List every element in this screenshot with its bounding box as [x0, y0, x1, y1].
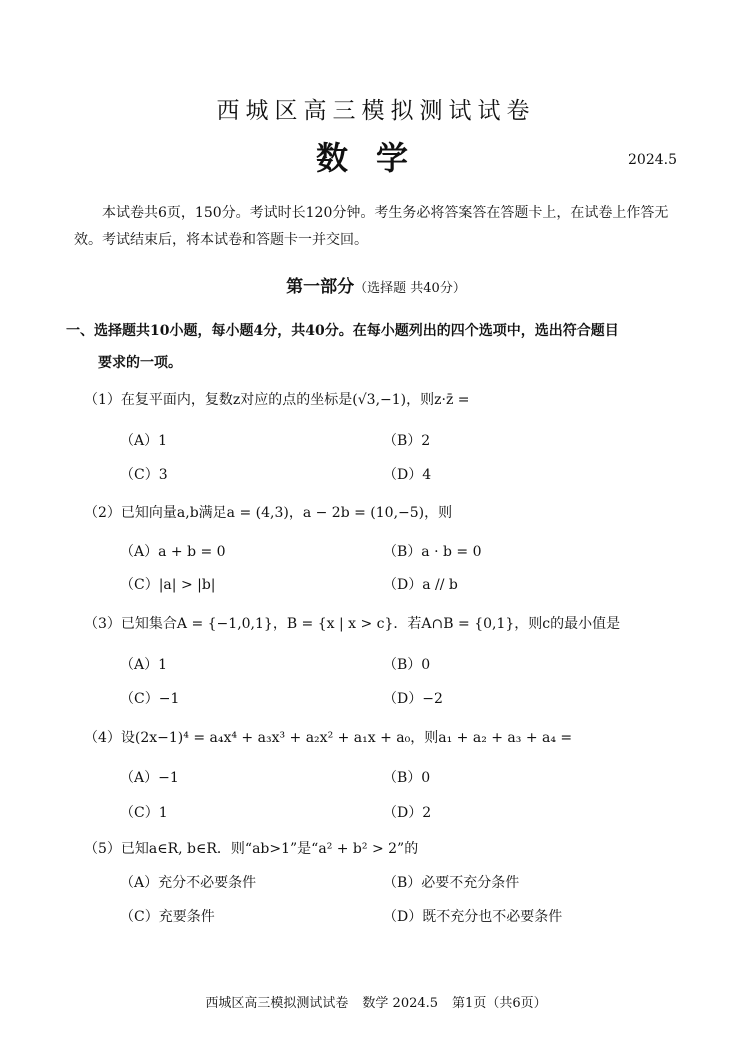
question-3-option-b: （B）0	[383, 657, 431, 673]
question-5-option-d: （D）既不充分也不必要条件	[383, 909, 563, 925]
question-4-option-b: （B）0	[383, 770, 431, 786]
question-4-stem: （4）设(2x−1)⁴ = a₄x⁴ + a₃x³ + a₂x² + a₁x + a₀，则a₁ + a₂ + a₃ + a₄ =	[84, 730, 573, 746]
footer-subject-date: 数学 2024.5	[362, 996, 439, 1011]
question-2-stem: （2）已知向量a,b满足a = (4,3)，a − 2b = (10,−5)，则	[84, 505, 453, 521]
page-footer	[0, 992, 752, 1011]
section-heading-line2: 要求的一项。	[98, 355, 182, 371]
question-5-option-c: （C）充要条件	[120, 909, 215, 925]
question-3-stem: （3）已知集合A = {−1,0,1}，B = {x | x > c}．若A∩B = {0,1}，则c的最小值是	[84, 616, 621, 632]
question-1-option-b: （B）2	[383, 433, 431, 449]
question-5-stem: （5）已知a∈R, b∈R．则“ab>1”是“a² + b² > 2”的	[84, 841, 419, 857]
part-heading	[0, 272, 752, 297]
question-3-option-d: （D）−2	[383, 691, 443, 707]
question-1-option-c: （C）3	[120, 467, 168, 483]
part-title: 第一部分	[286, 277, 355, 297]
question-5-option-a: （A）充分不必要条件	[120, 875, 257, 891]
question-1-option-d: （D）4	[383, 467, 432, 483]
question-4-option-a: （A）−1	[120, 770, 179, 786]
question-4-option-d: （D）2	[383, 805, 432, 821]
subject-title: 数学	[315, 139, 436, 177]
part-note: （选择题 共40分）	[354, 281, 466, 296]
question-2-option-d: （D）a // b	[383, 577, 458, 593]
question-4-option-c: （C）1	[120, 805, 168, 821]
question-1-option-a: （A）1	[120, 433, 168, 449]
exam-date: 2024.5	[628, 152, 677, 168]
question-3-option-a: （A）1	[120, 657, 168, 673]
footer-exam: 西城区高三模拟测试试卷	[205, 996, 349, 1011]
section-heading-line1: 一、选择题共10小题，每小题4分，共40分。在每小题列出的四个选项中，选出符合题目	[66, 323, 619, 339]
section-heading	[66, 315, 676, 379]
question-1-stem: （1）在复平面内，复数z对应的点的坐标是(√3,−1)，则z·z̄ =	[84, 392, 470, 408]
footer-page-number: 第1页（共6页）	[452, 996, 547, 1011]
instructions: 本试卷共6页，150分。考试时长120分钟。考生务必将答案答在答题卡上，在试卷上作答无效。考试结束后，将本试卷和答题卡一并交回。	[74, 205, 669, 248]
question-5-option-b: （B）必要不充分条件	[383, 875, 520, 891]
question-2-option-a: （A）a + b = 0	[120, 544, 226, 560]
question-2-option-b: （B）a · b = 0	[383, 544, 482, 560]
question-3-option-c: （C）−1	[120, 691, 180, 707]
exam-title: 西城区高三模拟测试试卷	[216, 98, 536, 124]
question-2-option-c: （C）|a| > |b|	[120, 577, 216, 593]
